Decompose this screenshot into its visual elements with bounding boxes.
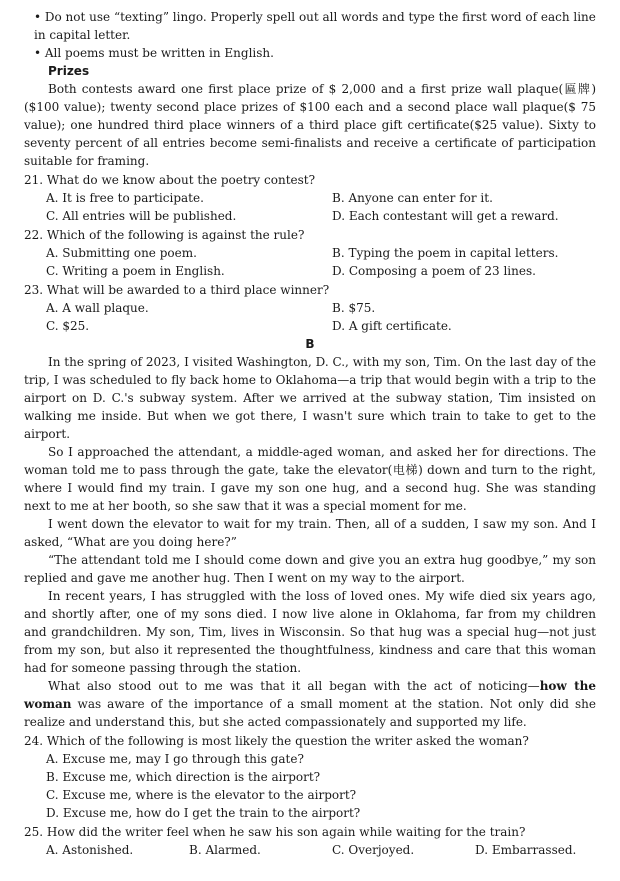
question-24 xyxy=(24,732,596,822)
question-stem: 24. Which of the following is most likely the question the writer asked the woman? xyxy=(24,734,529,748)
option-a: A. A wall plaque. xyxy=(46,301,149,315)
option-a: A. Excuse me, may I go through this gate? xyxy=(46,752,304,766)
question-22 xyxy=(24,226,596,280)
bold-phrase: how the woman xyxy=(24,679,596,711)
option-d: D. A gift certificate. xyxy=(332,319,452,333)
passage-paragraph-2: So I approached the attendant, a middle-aged woman, and asked her for directions. The woman told me to pass through the gate, take the elevator(电梯) down and turn to the right, where I would find my train. I gave my son one hug, and a second hug. She was standing next to me at her booth, so she saw that it was a special moment for me. xyxy=(24,445,596,513)
question-stem: 21. What do we know about the poetry contest? xyxy=(24,173,316,187)
question-25 xyxy=(24,823,596,859)
option-d: D. Embarrassed. xyxy=(475,843,577,857)
paragraph-text-end: was aware of the importance of a small moment at the station. Not only did she realize and understand this, but she acted compassionately and supported my life. xyxy=(24,697,596,729)
prizes-paragraph: Both contests award one first place prize of $ 2,000 and a first prize wall plaque(匾牌)($100 value); twenty second place prizes of $100 each and a second place wall plaque($ 75 value); one hundred third place winners of a third place gift certificate($25 value). Sixty to seventy percent of all entries become semi-finalists and receive a certificate of participation suitable for framing. xyxy=(24,82,596,168)
section-b-heading: B xyxy=(305,337,315,351)
rule-english: • All poems must be written in English. xyxy=(34,46,274,60)
option-b: B. Typing the poem in capital letters. xyxy=(332,246,559,260)
option-c: C. Writing a poem in English. xyxy=(46,264,225,278)
option-a: A. Astonished. xyxy=(46,843,134,857)
option-c: C. All entries will be published. xyxy=(46,209,237,223)
exam-page xyxy=(24,8,596,859)
option-c: C. Excuse me, where is the elevator to the airport? xyxy=(46,788,357,802)
question-stem: 22. Which of the following is against the rule? xyxy=(24,228,305,242)
option-a: A. It is free to participate. xyxy=(46,191,204,205)
option-d: D. Each contestant will get a reward. xyxy=(332,209,559,223)
passage-paragraph-1: In the spring of 2023, I visited Washington, D. C., with my son, Tim. On the last day of the trip, I was scheduled to fly back home to Oklahoma—a trip that would begin with a trip to the airport on D. C.'s subway system. After we arrived at the subway station, Tim insisted on walking me inside. But when we got there, I wasn't sure which train to take to get to the airport. xyxy=(24,355,596,441)
passage-paragraph-4: “The attendant told me I should come down and give you an extra hug goodbye,” my son replied and gave me another hug. Then I went on my way to the airport. xyxy=(24,553,596,585)
question-21 xyxy=(24,171,596,225)
passage-paragraph-5: In recent years, I has struggled with the loss of loved ones. My wife died six years ago, and shortly after, one of my sons died. I now live alone in Oklahoma, far from my children and grandchildren. My son, Tim, lives in Wisconsin. So that hug was a special hug—not just from my son, but also it represented the thoughtfulness, kindness and care that this woman had for someone passing through the station. xyxy=(24,589,596,675)
passage-paragraph-6 xyxy=(24,677,596,731)
rule-texting: • Do not use “texting” lingo. Properly spell out all words and type the first word of each line in capital letter. xyxy=(34,10,596,42)
option-c: C. $25. xyxy=(46,319,90,333)
question-stem: 25. How did the writer feel when he saw his son again while waiting for the train? xyxy=(24,825,526,839)
prizes-heading: Prizes xyxy=(48,64,90,78)
option-b: B. Alarmed. xyxy=(189,843,261,857)
option-d: D. Composing a poem of 23 lines. xyxy=(332,264,536,278)
question-stem: 23. What will be awarded to a third place winner? xyxy=(24,283,330,297)
option-a: A. Submitting one poem. xyxy=(46,246,197,260)
option-b: B. $75. xyxy=(332,301,376,315)
option-b: B. Anyone can enter for it. xyxy=(332,191,493,205)
passage-paragraph-3: I went down the elevator to wait for my train. Then, all of a sudden, I saw my son. And I asked, “What are you doing here?” xyxy=(24,517,596,549)
option-c: C. Overjoyed. xyxy=(332,843,415,857)
option-d: D. Excuse me, how do I get the train to the airport? xyxy=(46,806,361,820)
question-23 xyxy=(24,281,596,335)
option-b: B. Excuse me, which direction is the airport? xyxy=(46,770,321,784)
paragraph-text-start: What also stood out to me was that it all began with the act of noticing— xyxy=(48,679,540,693)
